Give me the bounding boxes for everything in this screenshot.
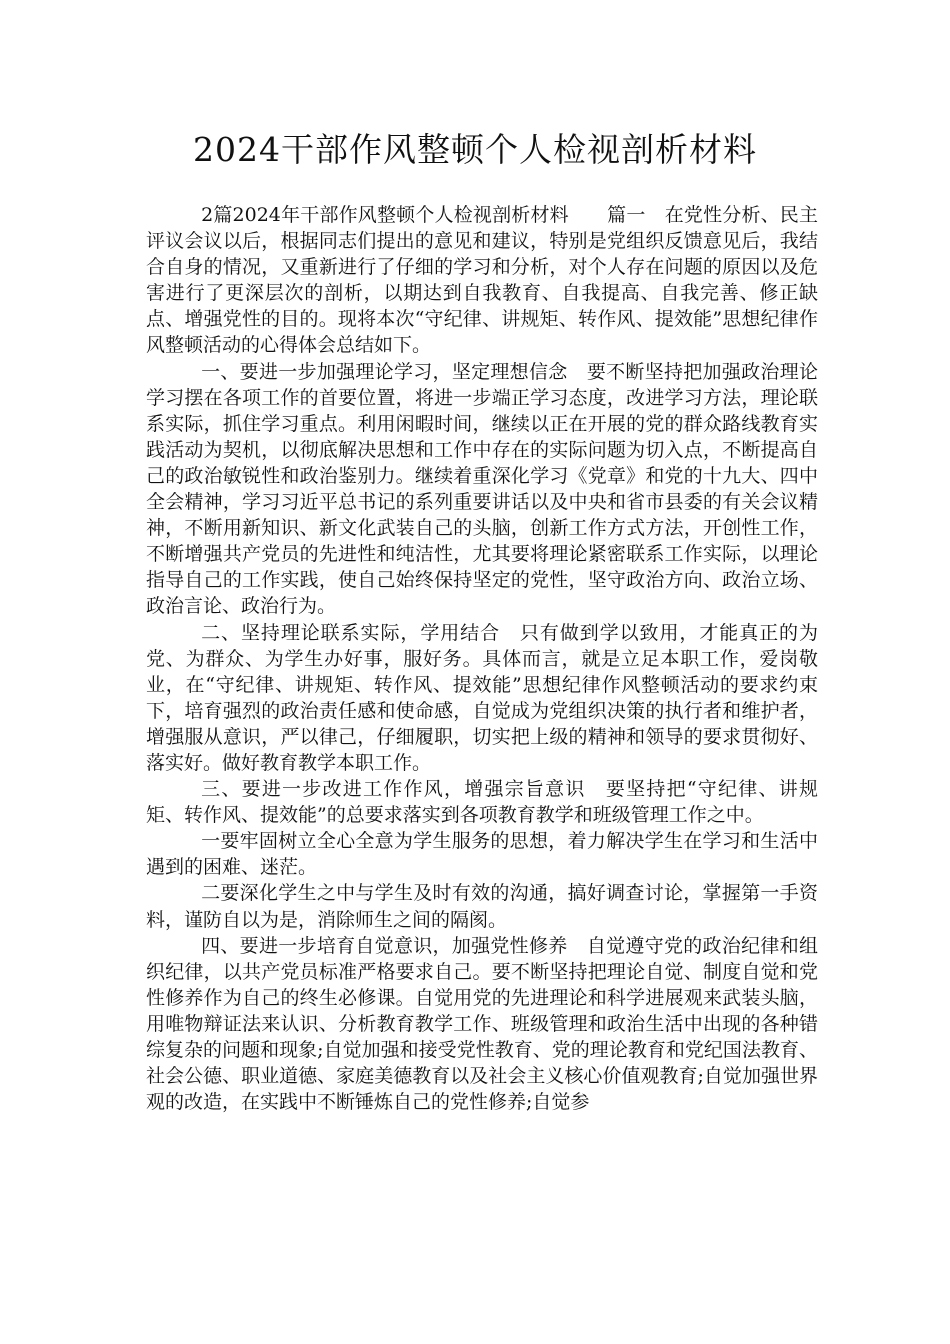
paragraph-section-1: 一、要进一步加强理论学习，坚定理想信念 要不断坚持把加强政治理论学习摆在各项工作的首要位置，将进一步端正学习态度，改进学习方法，理论联系实际，抓住学习重点。利用闲暇时间，继续以正在开展的党的群众路线教育实践活动为契机，以彻底解决思想和工作中存在的实际问题为切入点，不断提高自己的政治敏锐性和政治鉴别力。继续着重深化学习《党章》和党的十九大、四中全会精神，学习习近平总书记的系列重要讲话以及中央和省市县委的有关会议精神，不断用新知识、新文化武装自己的头脑，创新工作方式方法，开创性工作，不断增强共产党员的先进性和纯洁性，尤其要将理论紧密联系工作实际，以理论指导自己的工作实践，使自己始终保持坚定的党性，坚守政治方向、政治立场、政治言论、政治行为。	[146, 360, 818, 618]
paragraph-section-3-item-1: 一要牢固树立全心全意为学生服务的思想，着力解决学生在学习和生活中遇到的困难、迷茫。	[146, 830, 818, 879]
paragraph-section-3-item-2: 二要深化学生之中与学生及时有效的沟通，搞好调查讨论，掌握第一手资料，谨防自以为是，消除师生之间的隔阂。	[146, 882, 818, 931]
paragraph-intro: 2篇2024年干部作风整顿个人检视剖析材料 篇一 在党性分析、民主评议会议以后，根据同志们提出的意见和建议，特别是党组织反馈意见后，我结合自身的情况，又重新进行了仔细的学习和分析，对个人存在问题的原因以及危害进行了更深层次的剖析，以期达到自我教育、自我提高、自我完善、修正缺点、增强党性的目的。现将本次“守纪律、讲规矩、转作风、提效能”思想纪律作风整顿活动的心得体会总结如下。	[146, 204, 818, 357]
paragraph-section-3: 三、要进一步改进工作作风，增强宗旨意识 要坚持把“守纪律、讲规矩、转作风、提效能”的总要求落实到各项教育教学和班级管理工作之中。	[146, 778, 818, 827]
document-title: 2024干部作风整顿个人检视剖析材料	[193, 130, 757, 169]
document-body	[146, 202, 818, 1115]
paragraph-section-4: 四、要进一步培育自觉意识，加强党性修养 自觉遵守党的政治纪律和组织纪律，以共产党员标准严格要求自己。要不断坚持把理论自觉、制度自觉和党性修养作为自己的终生必修课。自觉用党的先进理论和科学进展观来武装头脑，用唯物辩证法来认识、分析教育教学工作、班级管理和政治生活中出现的各种错综复杂的问题和现象;自觉加强和接受党性教育、党的理论教育和党纪国法教育、社会公德、职业道德、家庭美德教育以及社会主义核心价值观教育;自觉加强世界观的改造，在实践中不断锤炼自己的党性修养;自觉参	[146, 934, 818, 1114]
paragraph-section-2: 二、坚持理论联系实际，学用结合 只有做到学以致用，才能真正的为党、为群众、为学生办好事，服好务。具体而言，就是立足本职工作，爱岗敬业，在“守纪律、讲规矩、转作风、提效能”思想纪律作风整顿活动的要求约束下，培育强烈的政治责任感和使命感，自觉成为党组织决策的执行者和维护者，增强服从意识，严以律己，仔细履职，切实把上级的精神和领导的要求贯彻好、落实好。做好教育教学本职工作。	[146, 621, 818, 774]
